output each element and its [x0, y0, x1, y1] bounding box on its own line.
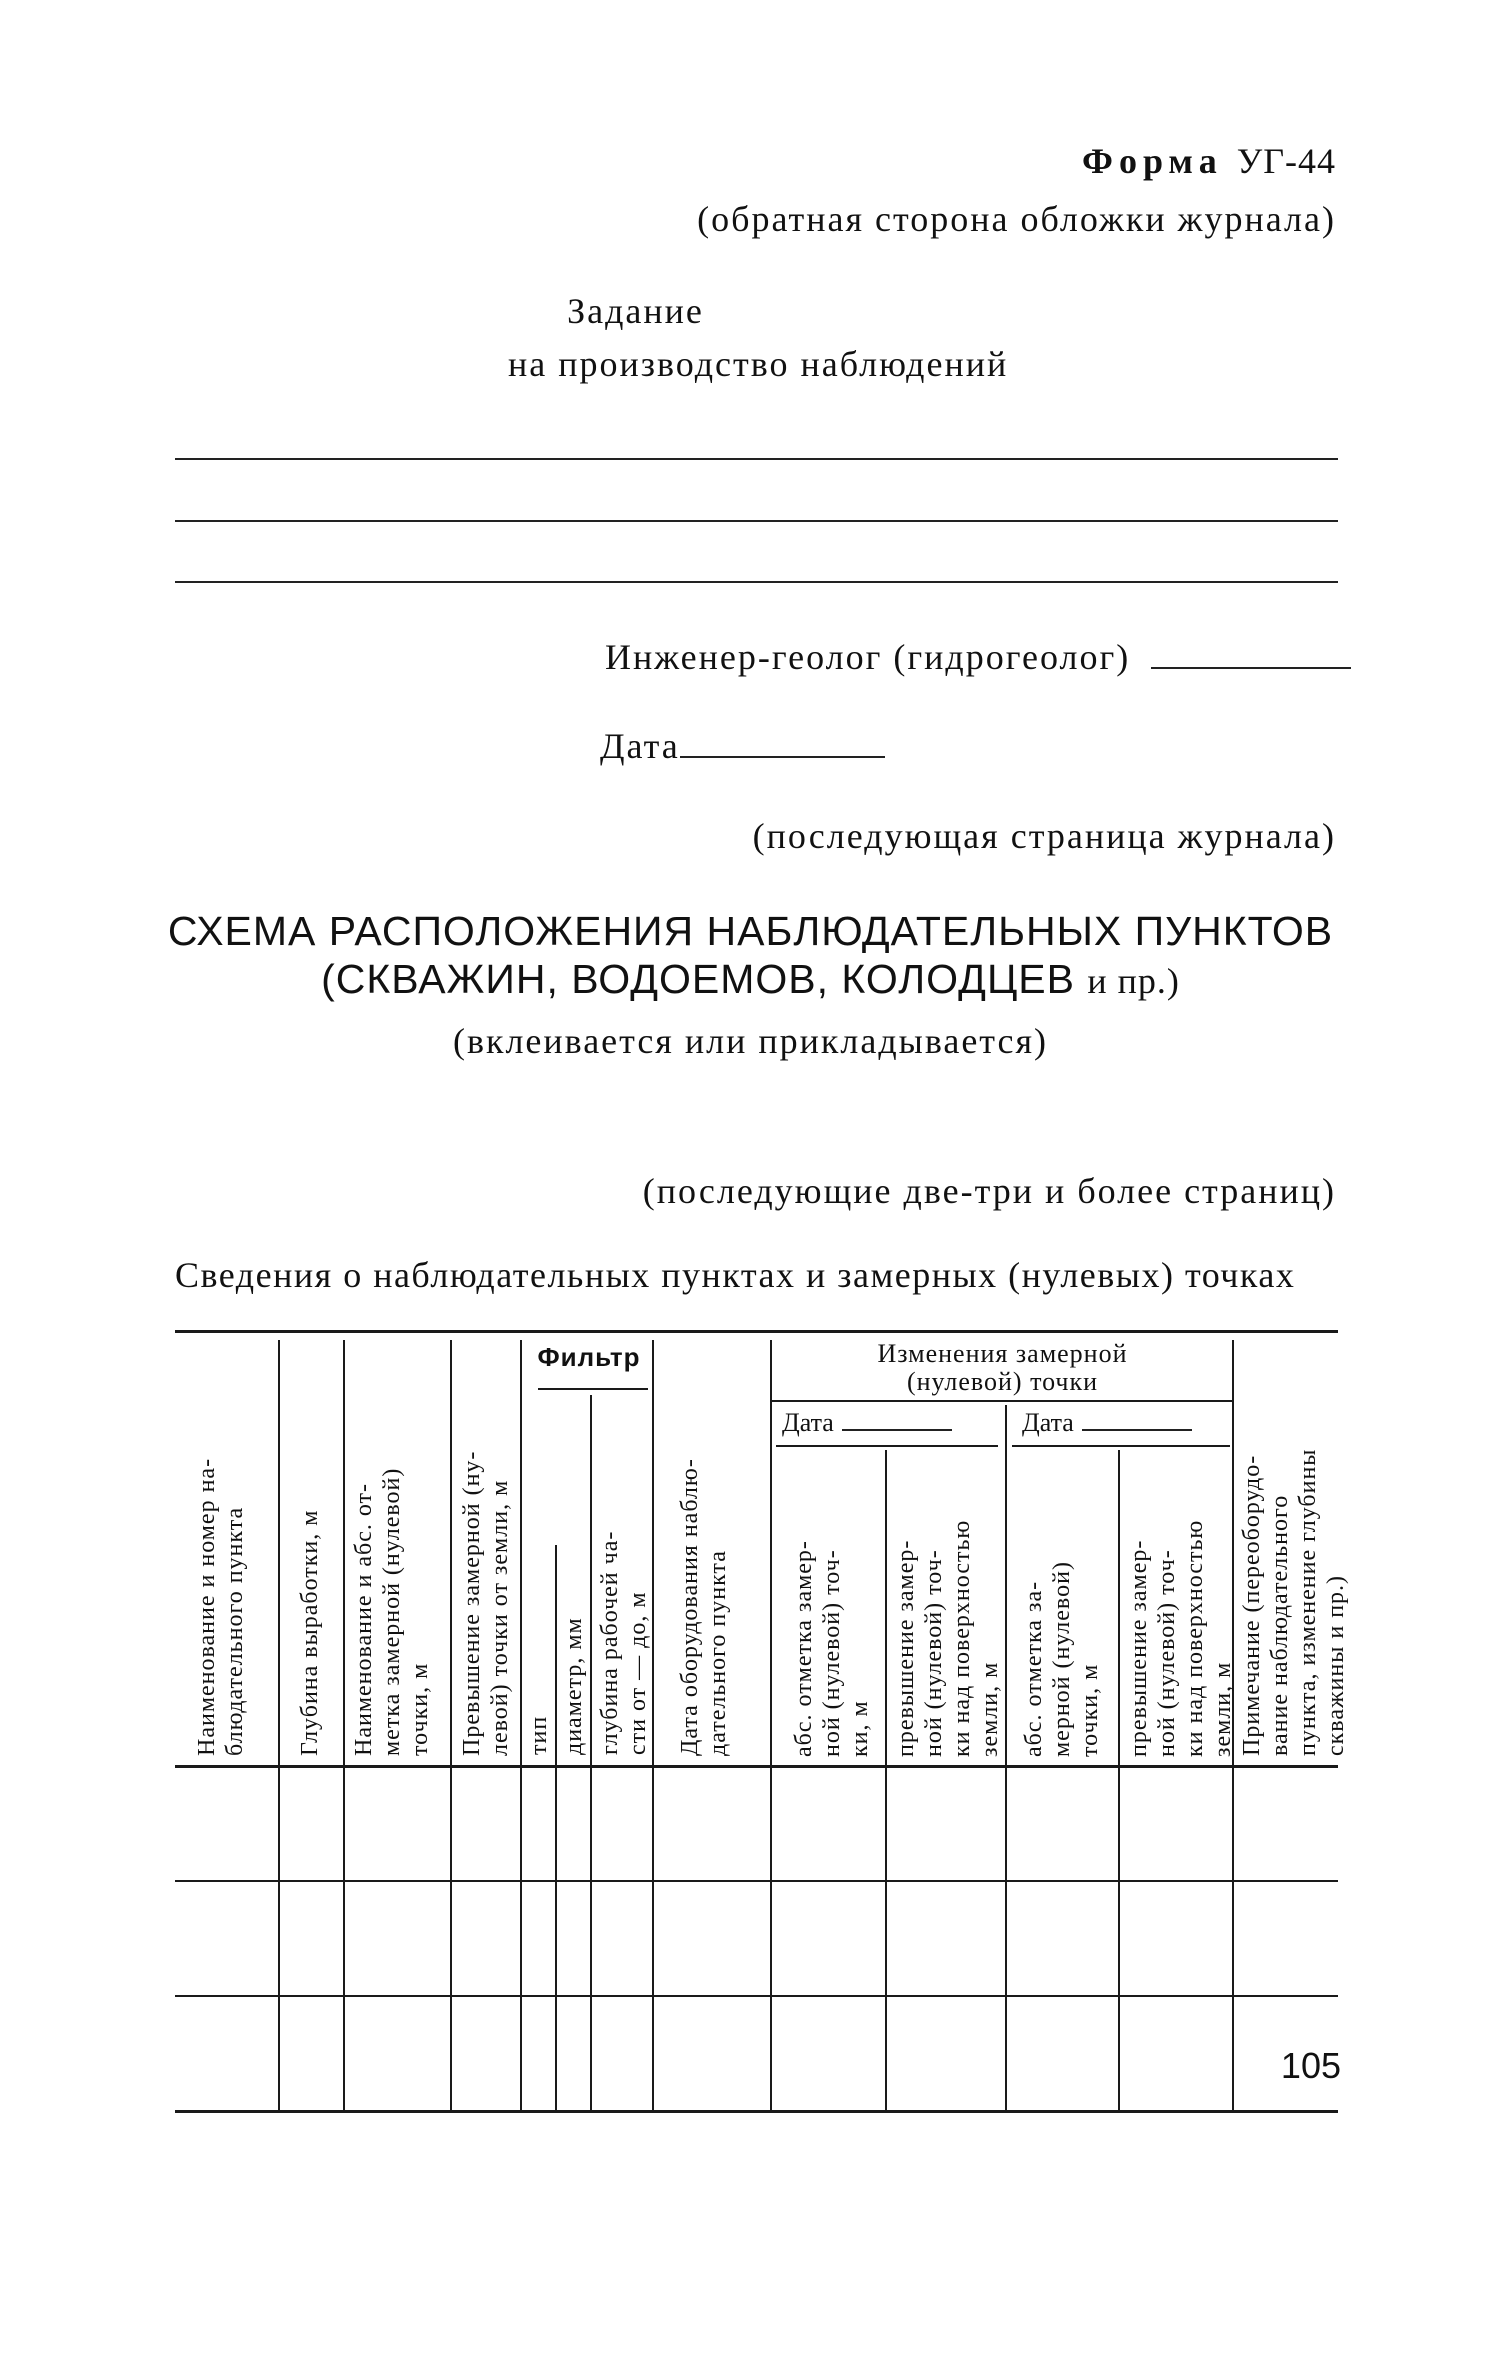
fill-line-1[interactable]	[175, 458, 1338, 460]
date-subheader-line-2	[1012, 1445, 1230, 1447]
form-label: Форма	[1082, 141, 1223, 181]
filter-subheader-line	[538, 1388, 648, 1390]
form-code: УГ-44	[1236, 141, 1336, 181]
engineer-label: Инженер-геолог (гидрогеолог)	[605, 637, 1131, 677]
table-bottom-border	[175, 2110, 1338, 2113]
scheme-title-line2-suffix: и пр.)	[1087, 961, 1180, 1001]
header-filter-diameter: диаметр, мм	[561, 1617, 587, 1755]
following-pages-note: (последующие две-три и более страниц)	[642, 1171, 1336, 1211]
header-abs-1: абс. отметка замер- ной (нулевой) точ- ки, м	[791, 1540, 873, 1757]
header-date-2	[1022, 1408, 1192, 1438]
header-equip-date: Дата оборудования наблю- дательного пункта	[677, 1458, 731, 1756]
header-date-2-label: Дата	[1022, 1408, 1074, 1437]
header-mark: Наименование и абс. от- метка замерной (нулевой) точки, м	[351, 1467, 433, 1756]
table-row[interactable]	[175, 1997, 1338, 2110]
header-date-1	[782, 1408, 952, 1438]
header-abs-2: абс. отметка за- мерной (нулевой) точки, м	[1021, 1561, 1103, 1757]
task-subtitle: на производство наблюдений	[508, 344, 1009, 384]
fill-line-2[interactable]	[175, 520, 1338, 522]
header-filter: Фильтр	[537, 1342, 641, 1372]
header-date-1-line[interactable]	[842, 1429, 952, 1431]
header-excess-1: превышение замер- ной (нулевой) точ- ки над поверхностью земли, м	[893, 1519, 1003, 1757]
header-excess-2: превышение замер- ной (нулевой) точ- ки над поверхностью земли, м	[1126, 1519, 1236, 1757]
form-id	[1082, 140, 1336, 182]
header-depth: Глубина выработки, м	[297, 1509, 323, 1756]
page-number: 105	[1280, 2045, 1341, 2086]
date-label: Дата	[600, 726, 680, 766]
header-changes: Изменения замерной (нулевой) точки	[877, 1339, 1128, 1396]
header-date-2-line[interactable]	[1082, 1429, 1192, 1431]
scheme-title-line1: СХЕМА РАСПОЛОЖЕНИЯ НАБЛЮДАТЕЛЬНЫХ ПУНКТОВ	[167, 908, 1334, 954]
header-excess: Превышение замерной (ну- левой) точки от земли, м	[459, 1450, 513, 1756]
fill-line-3[interactable]	[175, 581, 1338, 583]
next-page-note: (последующая страница журнала)	[752, 816, 1336, 856]
table-top-border	[175, 1330, 1338, 1333]
table-row[interactable]	[175, 1882, 1338, 1995]
header-filter-depth: глубина рабочей ча- сти от — до, м	[597, 1530, 651, 1755]
date-subheader-line-1	[776, 1445, 998, 1447]
scheme-title-line2	[0, 953, 1501, 1007]
changes-subheader-line	[772, 1400, 1232, 1402]
engineer-field	[605, 636, 1351, 678]
scheme-title-line2-main: (СКВАЖИН, ВОДОЕМОВ, КОЛОДЦЕВ	[321, 956, 1075, 1002]
task-title: Задание	[567, 291, 704, 331]
date-line[interactable]	[680, 756, 885, 758]
date-field	[600, 725, 885, 767]
table-title: Сведения о наблюдательных пунктах и замерных (нулевых) точках	[175, 1255, 1296, 1295]
header-filter-type: тип	[526, 1715, 552, 1755]
table-row[interactable]	[175, 1768, 1338, 1880]
header-point-name: Наименование и номер на- блюдательного пункта	[194, 1457, 248, 1756]
header-note: Примечание (переоборудо- вание наблюдательного пункта, изменение глубины скважины и пр.)	[1239, 1448, 1349, 1756]
header-date-1-label: Дата	[782, 1408, 834, 1437]
engineer-signature-line[interactable]	[1151, 667, 1351, 669]
form-subtitle: (обратная сторона обложки журнала)	[697, 199, 1336, 239]
scheme-note: (вклеивается или прикладывается)	[452, 1021, 1049, 1061]
